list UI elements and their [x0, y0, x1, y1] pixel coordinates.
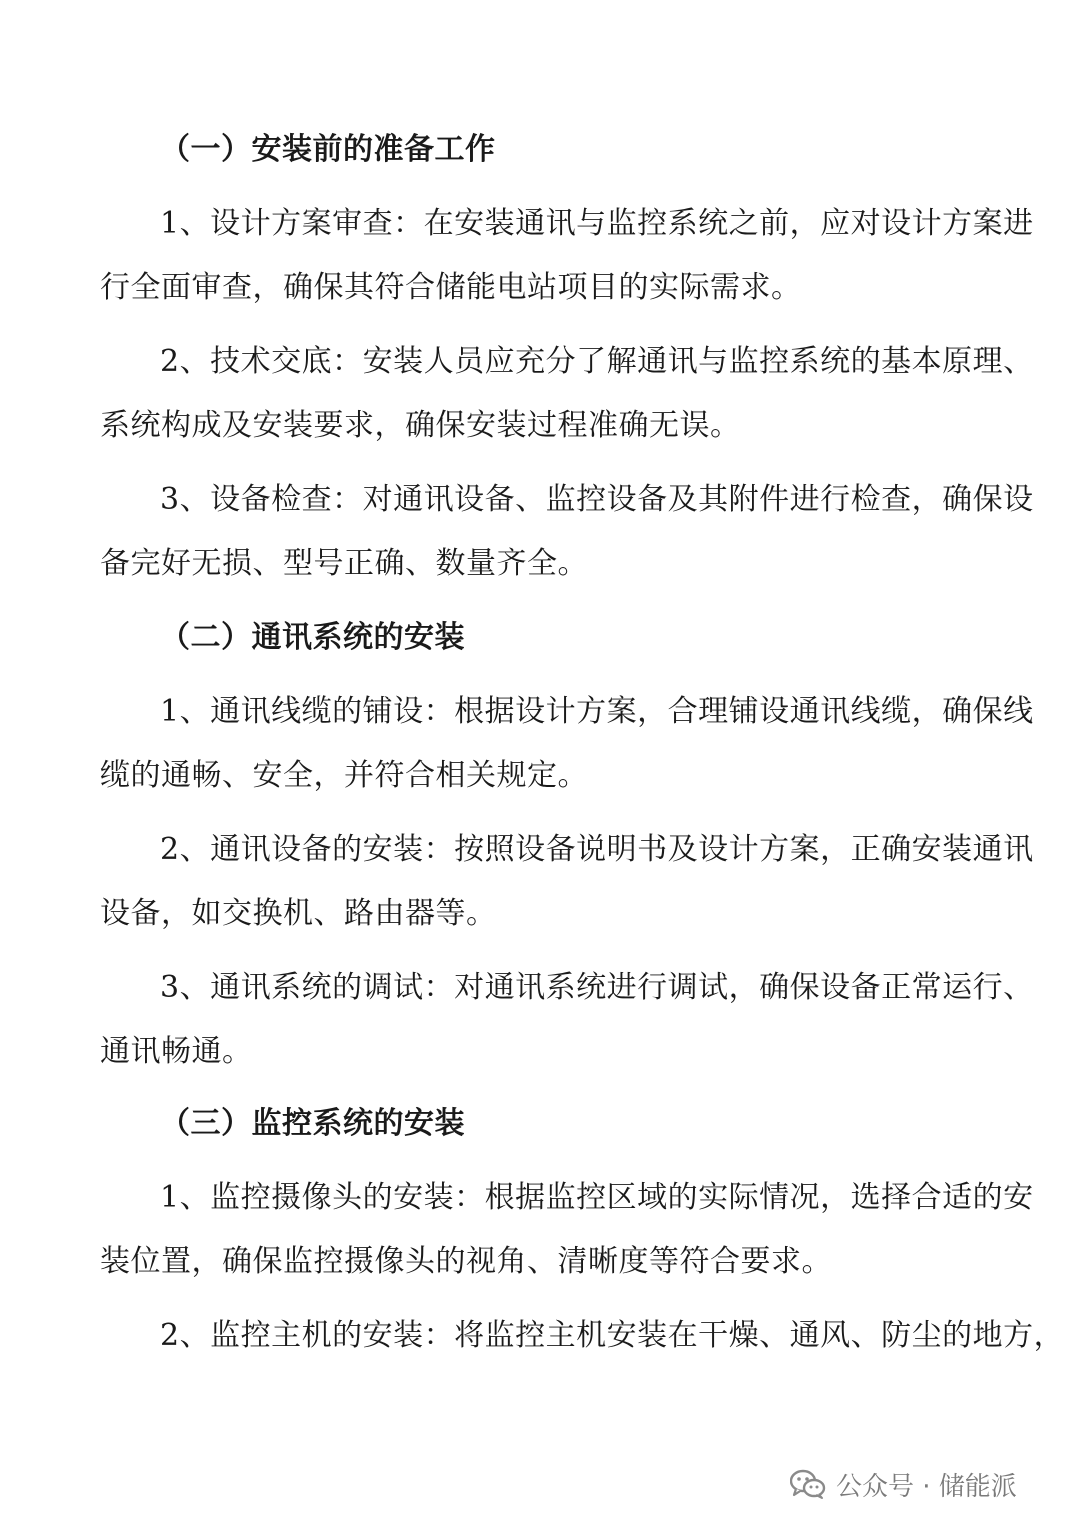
paragraph-2-line-1: 2、技术交底：安装人员应充分了解通讯与监控系统的基本原理、 [160, 344, 1034, 379]
paragraph-5-line-2: 设备，如交换机、路由器等。 [100, 896, 497, 931]
section-heading-3: （三）监控系统的安装 [160, 1106, 465, 1141]
paragraph-7-line-2: 装位置，确保监控摄像头的视角、清晰度等符合要求。 [100, 1244, 832, 1279]
watermark [790, 1464, 1017, 1504]
paragraph-7-line-1: 1、监控摄像头的安装：根据监控区域的实际情况，选择合适的安 [160, 1180, 1034, 1215]
section-heading-1: （一）安装前的准备工作 [160, 132, 496, 167]
paragraph-5-line-1: 2、通讯设备的安装：按照设备说明书及设计方案，正确安装通讯 [160, 832, 1034, 867]
paragraph-6-line-1: 3、通讯系统的调试：对通讯系统进行调试，确保设备正常运行、 [160, 970, 1034, 1005]
paragraph-3-line-1: 3、设备检查：对通讯设备、监控设备及其附件进行检查，确保设 [160, 482, 1034, 517]
paragraph-6-line-2: 通讯畅通。 [100, 1034, 253, 1069]
paragraph-1-line-1: 1、设计方案审查：在安装通讯与监控系统之前，应对设计方案进 [160, 206, 1034, 241]
section-heading-2: （二）通讯系统的安装 [160, 620, 465, 655]
paragraph-4-line-2: 缆的通畅、安全，并符合相关规定。 [100, 758, 588, 793]
paragraph-3-line-2: 备完好无损、型号正确、数量齐全。 [100, 546, 588, 581]
wechat-icon [790, 1469, 826, 1499]
watermark-text: 公众号 · 储能派 [836, 1471, 1017, 1502]
paragraph-2-line-2: 系统构成及安装要求，确保安装过程准确无误。 [100, 408, 741, 443]
paragraph-4-line-1: 1、通讯线缆的铺设：根据设计方案，合理铺设通讯线缆，确保线 [160, 694, 1034, 729]
paragraph-1-line-2: 行全面审查，确保其符合储能电站项目的实际需求。 [100, 270, 802, 305]
paragraph-8-line-1: 2、监控主机的安装：将监控主机安装在干燥、通风、防尘的地方， [160, 1318, 1065, 1353]
